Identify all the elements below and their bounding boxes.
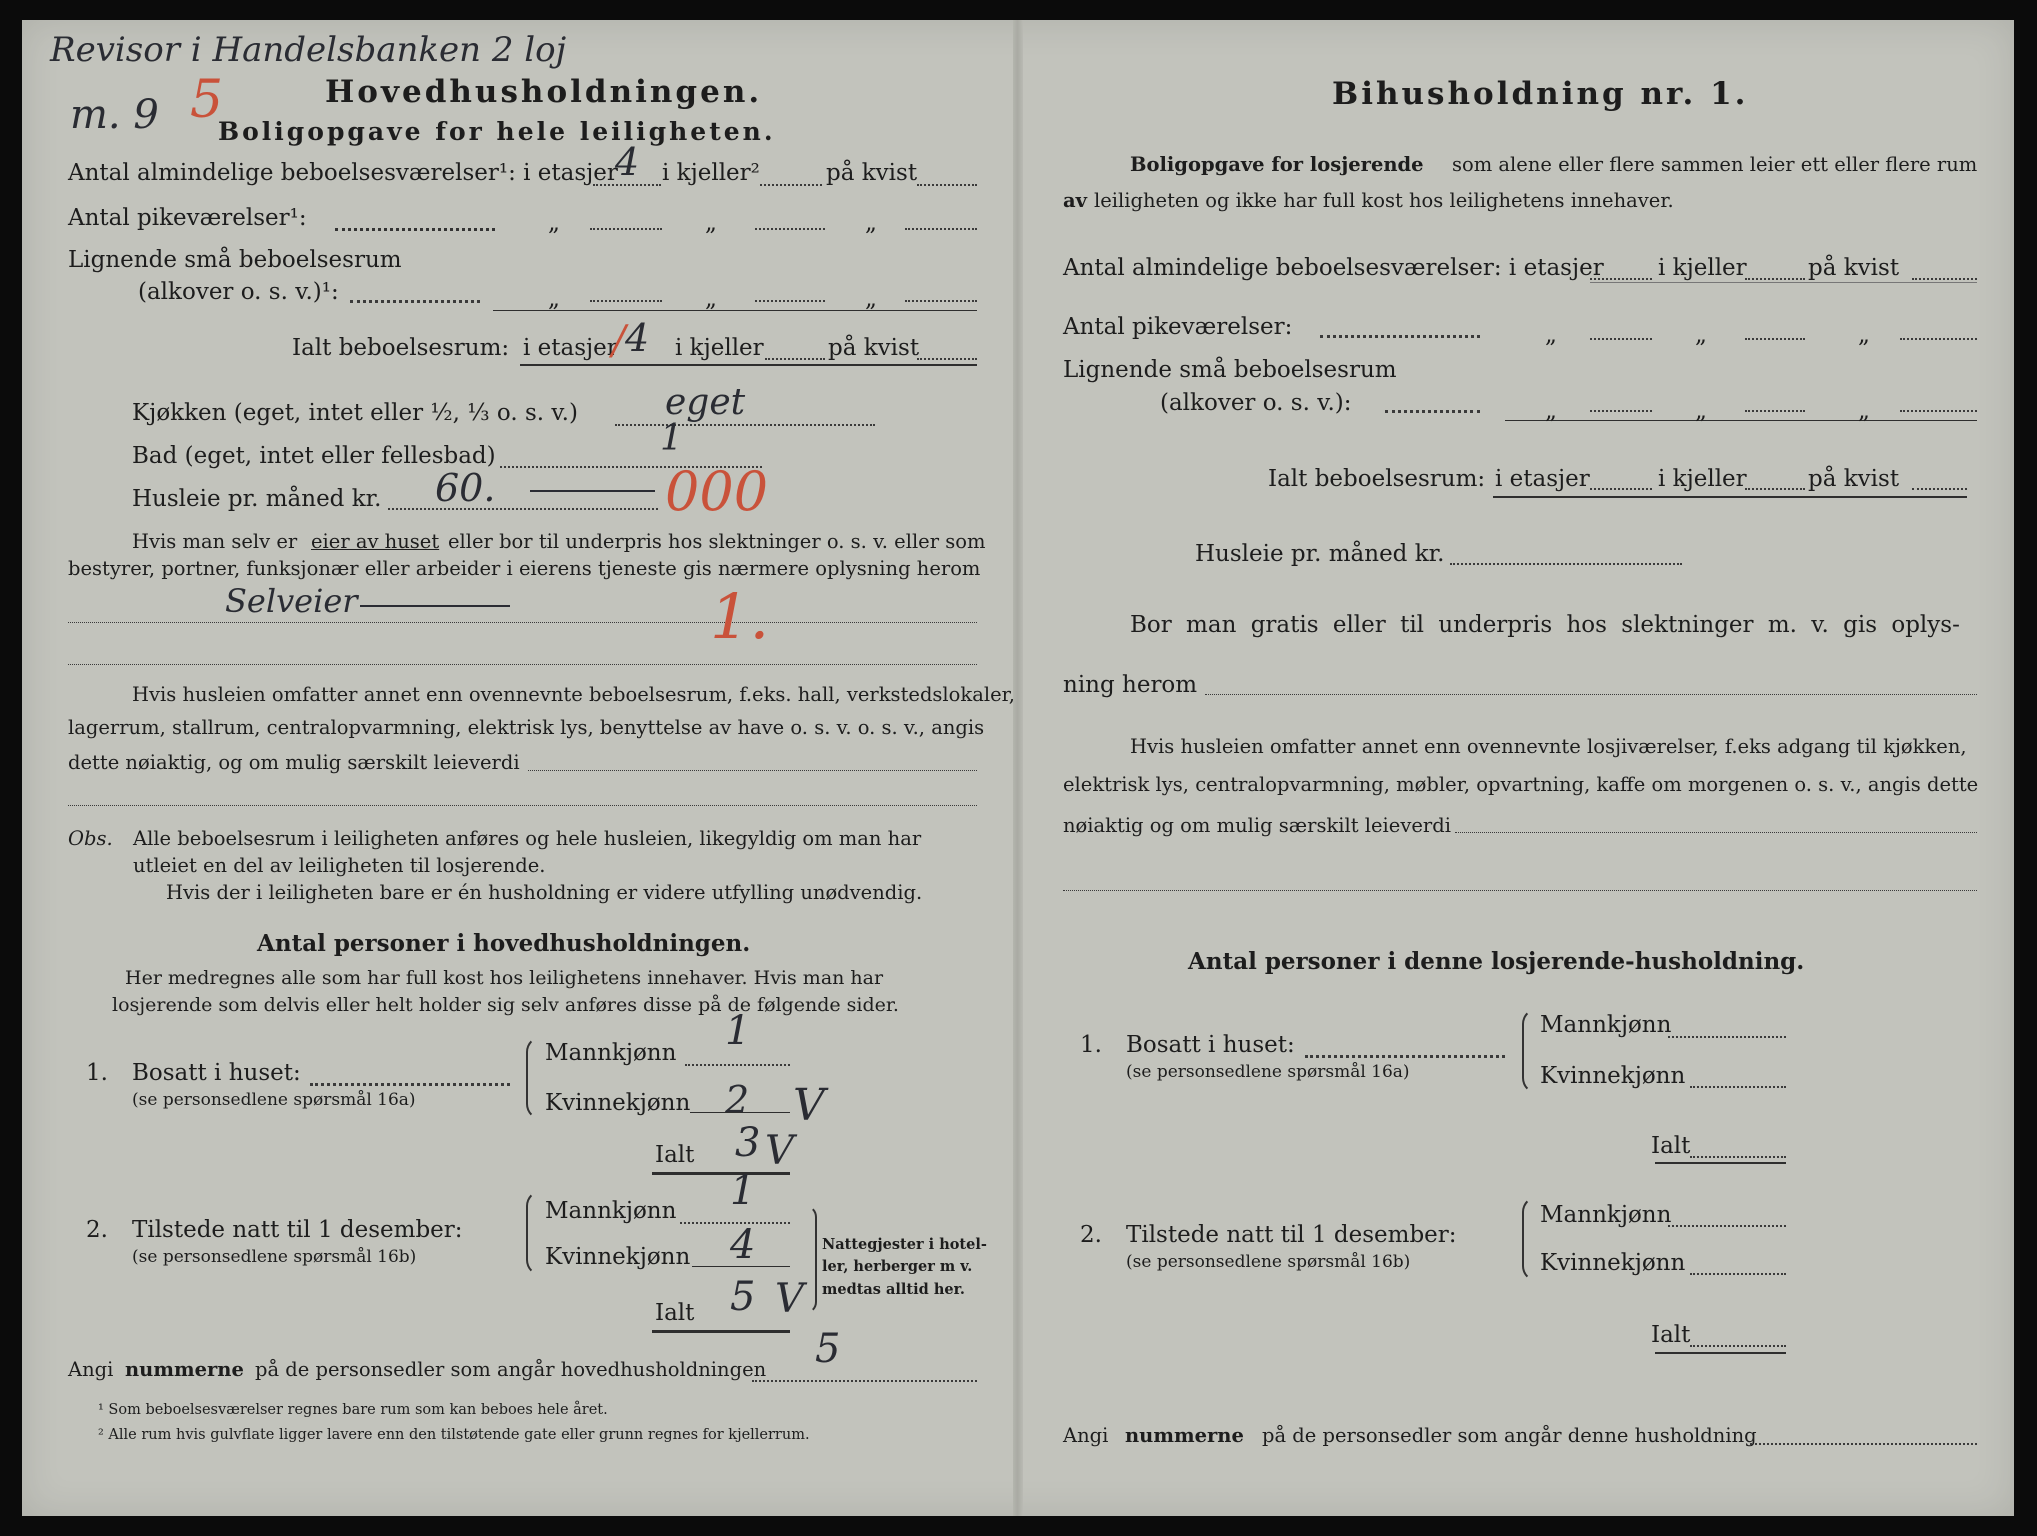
bosatt-ialt-check: V — [765, 1128, 794, 1174]
page-fold — [1013, 20, 1023, 1516]
row1-kvist-label: på kvist — [826, 160, 918, 186]
right-title: Bihusholdning nr. 1. — [1332, 76, 1749, 112]
eier-line1-underlined: eier av huset — [311, 530, 440, 553]
red-annotation-5: 5 — [190, 70, 224, 130]
right-ialt-kvist: på kvist — [1808, 466, 1900, 492]
angi-label-b: nummerne — [125, 1358, 244, 1381]
right-bosatt-kvinne: Kvinnekjønn — [1540, 1063, 1686, 1089]
footnote-2: ² Alle rum hvis gulvflate ligger lavere enn den tilstøtende gate eller grunn regnes for kjellerrum. — [98, 1427, 810, 1443]
kjokken-value: eget — [665, 382, 746, 423]
ialt-label: Ialt beboelsesrum: — [292, 335, 510, 361]
tilstede-kvinne-label: Kvinnekjønn — [545, 1244, 691, 1270]
right-angi-c: på de personsedler som angår denne husholdning — [1262, 1424, 1757, 1447]
bad-label: Bad (eget, intet eller fellesbad) — [132, 443, 496, 469]
personer-intro2: losjerende som delvis eller helt holder sig selv anføres disse på de følgende sider. — [112, 994, 899, 1016]
right-ialt-etasjer: i etasjer — [1495, 466, 1590, 492]
bad-value: 1 — [660, 418, 683, 459]
right-omfatter-line2: elektrisk lys, centralopvarmning, møbler, opvartning, kaffe om morgenen o. s. v., angis dette — [1063, 773, 1979, 796]
ialt-etasjer-value: 4 — [625, 316, 650, 360]
bosatt-num: 1. — [86, 1060, 108, 1086]
bosatt-sub: (se personsedlene spørsmål 16a) — [132, 1090, 416, 1110]
footnote-1: ¹ Som beboelsesværelser regnes bare rum som kan beboes hele året. — [98, 1402, 608, 1418]
row3-label-b: (alkover o. s. v.)¹: — [138, 279, 339, 305]
handwritten-ref: m. 9 — [70, 92, 159, 138]
right-bosatt-label: Bosatt i huset: — [1126, 1032, 1295, 1058]
tilstede-note3: medtas alltid her. — [822, 1281, 965, 1298]
right-row2-ditto-1: „ — [1545, 322, 1557, 348]
husleie-label: Husleie pr. måned kr. — [132, 486, 382, 512]
right-row1-kjeller: i kjeller — [1658, 255, 1747, 281]
bosatt-kvinne-check: V — [793, 1080, 825, 1131]
angi-label-a: Angi — [68, 1358, 114, 1381]
right-row3-ditto-1: „ — [1545, 398, 1557, 424]
right-tilstede-sub: (se personsedlene spørsmål 16b) — [1126, 1252, 1411, 1272]
row2-label: Antal pikeværelser¹: — [68, 205, 307, 231]
angi-label-c: på de personsedler som angår hovedhusholdningen — [255, 1358, 767, 1381]
right-intro-rest: som alene eller flere sammen leier ett eller flere rum — [1452, 153, 1978, 176]
bosatt-mann-label: Mannkjønn — [545, 1040, 677, 1066]
eier-line2: bestyrer, portner, funksjonær eller arbeider i eierens tjeneste gis nærmere oplysning herom — [68, 557, 981, 580]
handwritten-note: Revisor i Handelsbanken 2 loj — [50, 30, 567, 70]
right-intro2-bold: av — [1063, 189, 1087, 212]
right-husleie-label: Husleie pr. måned kr. — [1195, 541, 1445, 567]
omfatter-line3: dette nøiaktig, og om mulig særskilt leieverdi — [68, 751, 520, 774]
right-row3-label-a: Lignende små beboelsesrum — [1063, 357, 1397, 383]
right-bosatt-sub: (se personsedlene spørsmål 16a) — [1126, 1062, 1410, 1082]
right-row3-ditto-2: „ — [1695, 398, 1707, 424]
row1-etasjer-value: 4 — [615, 140, 640, 184]
row3-ditto-1: „ — [548, 286, 560, 312]
right-intro2-rest: leiligheten og ikke har full kost hos leilighetens innehaver. — [1094, 189, 1674, 212]
omfatter-line1: Hvis husleien omfatter annet enn ovennevnte beboelsesrum, f.eks. hall, verkstedslokaler, — [132, 683, 1016, 706]
right-angi-a: Angi — [1063, 1424, 1109, 1447]
husleie-value: 60. — [435, 466, 496, 510]
right-row3-ditto-3: „ — [1858, 398, 1870, 424]
right-omfatter-line1: Hvis husleien omfatter annet enn ovennevnte losjiværelser, f.eks adgang til kjøkken, — [1130, 735, 1967, 758]
right-bosatt-mann: Mannkjønn — [1540, 1012, 1672, 1038]
row2-ditto-1: „ — [548, 210, 560, 236]
eier-line1-a: Hvis man selv er — [132, 530, 298, 553]
right-bosatt-ialt: Ialt — [1651, 1133, 1691, 1159]
obs-line3: Hvis der i leiligheten bare er én husholdning er videre utfylling unødvendig. — [166, 881, 923, 904]
right-intro-bold: Boligopgave for losjerende — [1130, 153, 1424, 176]
row3-ditto-3: „ — [865, 286, 877, 312]
row3-ditto-2: „ — [705, 286, 717, 312]
ialt-kvist-label: på kvist — [828, 335, 920, 361]
eier-line1-b: eller bor til underpris hos slektninger o. s. v. eller som — [448, 530, 986, 553]
right-row3-label-b: (alkover o. s. v.): — [1160, 390, 1352, 416]
right-row2-ditto-2: „ — [1695, 322, 1707, 348]
kjokken-label: Kjøkken (eget, intet eller ½, ⅓ o. s. v.) — [132, 400, 578, 426]
ialt-kjeller-label: i kjeller — [675, 335, 764, 361]
obs-line2: utleiet en del av leiligheten til losjerende. — [133, 854, 546, 877]
row2-ditto-3: „ — [865, 210, 877, 236]
right-gratis-line2: ning herom — [1063, 672, 1198, 698]
bosatt-kvinne-label: Kvinnekjønn — [545, 1090, 691, 1116]
page-title: Hovedhusholdningen. — [325, 74, 763, 110]
obs-line1: Alle beboelsesrum i leiligheten anføres og hele husleien, likegyldig om man har — [133, 827, 922, 850]
tilstede-mann-label: Mannkjønn — [545, 1198, 677, 1224]
page-subtitle: Boligopgave for hele leiligheten. — [218, 117, 776, 146]
tilstede-mann-value: 1 — [730, 1168, 756, 1214]
eier-answer: Selveier — [225, 582, 358, 620]
tilstede-ialt-label: Ialt — [655, 1300, 695, 1326]
row3-label-a: Lignende små beboelsesrum — [68, 247, 402, 273]
tilstede-ialt-value: 5 — [730, 1274, 756, 1320]
tilstede-note2: ler, herberger m v. — [822, 1258, 973, 1275]
personer-intro1: Her medregnes alle som har full kost hos leilighetens innehaver. Hvis man har — [125, 967, 884, 989]
right-row1-kvist: på kvist — [1808, 255, 1900, 281]
row1-kjeller-label: i kjeller² — [662, 160, 760, 186]
bosatt-ialt-label: Ialt — [655, 1142, 695, 1168]
right-omfatter-line3: nøiaktig og om mulig særskilt leieverdi — [1063, 814, 1451, 837]
right-row2-label: Antal pikeværelser: — [1063, 314, 1293, 340]
tilstede-sub: (se personsedlene spørsmål 16b) — [132, 1247, 417, 1267]
tilstede-ialt-check: V — [775, 1276, 804, 1322]
tilstede-note1: Nattegjester i hotel- — [822, 1236, 987, 1253]
right-ialt-label: Ialt beboelsesrum: — [1268, 466, 1486, 492]
bosatt-ialt-value: 3 — [735, 1120, 761, 1166]
right-personer-heading: Antal personer i denne losjerende-husholdning. — [1188, 948, 1805, 975]
right-gratis-line1: Bor man gratis eller til underpris hos slektninger m. v. gis oplys- — [1130, 612, 1960, 638]
ialt-etasjer-label: i etasjer — [523, 335, 618, 361]
bosatt-label: Bosatt i huset: — [132, 1060, 301, 1086]
right-tilstede-label: Tilstede natt til 1 desember: — [1126, 1222, 1457, 1248]
personer-heading: Antal personer i hovedhusholdningen. — [257, 930, 751, 957]
right-tilstede-kvinne: Kvinnekjønn — [1540, 1250, 1686, 1276]
red-annotation-000: 000 — [665, 460, 769, 523]
omfatter-line2: lagerrum, stallrum, centralopvarmning, elektrisk lys, benyttelse av have o. s. v. o. s. v., angis — [68, 716, 985, 739]
right-row2-ditto-3: „ — [1858, 322, 1870, 348]
tilstede-label: Tilstede natt til 1 desember: — [132, 1217, 463, 1243]
tilstede-kvinne-value: 4 — [730, 1222, 756, 1268]
row2-ditto-2: „ — [705, 210, 717, 236]
right-tilstede-num: 2. — [1080, 1222, 1102, 1248]
tilstede-num: 2. — [86, 1217, 108, 1243]
right-bosatt-num: 1. — [1080, 1032, 1102, 1058]
right-tilstede-ialt: Ialt — [1651, 1322, 1691, 1348]
bosatt-kvinne-value: 2 — [725, 1078, 750, 1122]
obs-label: Obs. — [68, 827, 113, 850]
row1-label: Antal almindelige beboelsesværelser¹: i etasjer — [68, 160, 618, 186]
angi-value: 5 — [815, 1326, 841, 1372]
red-annotation-1: 1. — [710, 580, 770, 653]
red-annotation-4: / — [612, 318, 626, 364]
right-angi-b: nummerne — [1125, 1424, 1244, 1447]
right-row1-label: Antal almindelige beboelsesværelser: i etasjer — [1063, 255, 1604, 281]
right-ialt-kjeller: i kjeller — [1658, 466, 1747, 492]
bosatt-mann-value: 1 — [725, 1008, 751, 1054]
right-tilstede-mann: Mannkjønn — [1540, 1202, 1672, 1228]
